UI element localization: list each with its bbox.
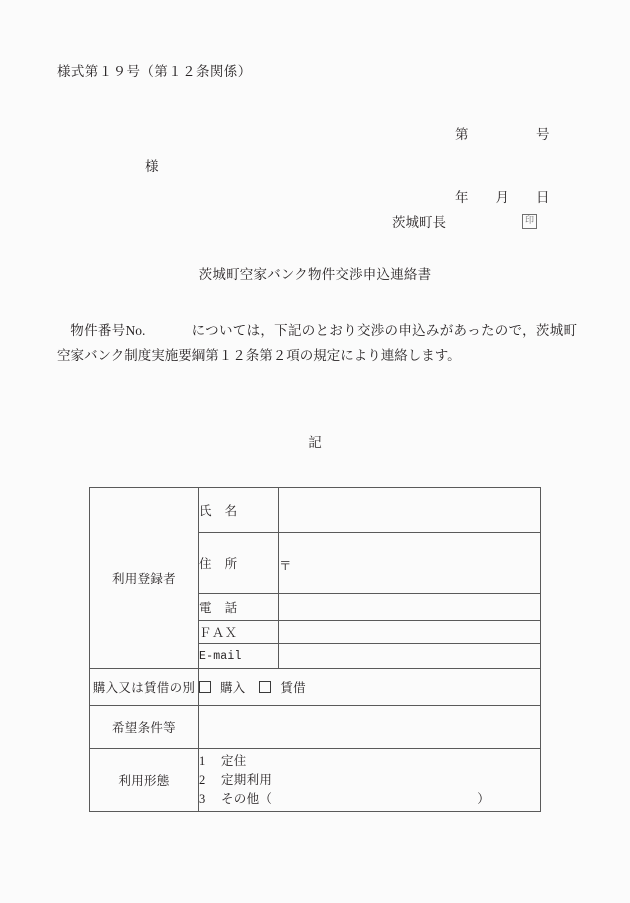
usage-option-3-label[interactable]: その他（	[221, 791, 273, 806]
document-number-line: 第 号	[455, 127, 550, 142]
table-row	[90, 669, 541, 706]
usage-option-2-label[interactable]: 定期利用	[221, 772, 273, 787]
purchase-or-lease-label: 購入又は賃借の別	[90, 669, 199, 706]
applicant-group-label: 利用登録者	[90, 488, 199, 669]
email-label: E-mail	[199, 644, 279, 669]
telephone-value[interactable]	[279, 594, 541, 621]
telephone-label: 電 話	[199, 594, 279, 621]
document-date-line: 年 月 日	[455, 190, 550, 205]
body-lead: 物件番号No.	[70, 323, 146, 338]
usage-option-1-label[interactable]: 定住	[221, 753, 247, 768]
address-value[interactable]	[279, 533, 541, 594]
usage-option-3-number: 3	[199, 791, 206, 806]
checkbox-purchase[interactable]	[199, 681, 211, 693]
desired-conditions-label: 希望条件等	[90, 706, 199, 749]
name-value[interactable]	[279, 488, 541, 533]
form-number: 様式第１９号（第１２条関係）	[57, 64, 252, 79]
issuer-name: 茨城町長	[392, 215, 446, 230]
addressee-honorific: 様	[145, 159, 159, 174]
checkbox-lease[interactable]	[259, 681, 271, 693]
usage-type-options	[199, 749, 541, 812]
application-form-table	[89, 487, 541, 812]
fax-label: ＦＡＸ	[199, 621, 279, 644]
issuer-line	[392, 211, 537, 231]
postal-code-icon: 〒	[279, 558, 292, 573]
lease-option-label: 賃借	[280, 681, 306, 695]
seal-icon: 印	[522, 214, 537, 229]
document-title: 茨城町空家バンク物件交渉申込連絡書	[198, 267, 432, 282]
fax-value[interactable]	[279, 621, 541, 644]
usage-option-1-number: 1	[199, 753, 206, 768]
desired-conditions-value[interactable]	[199, 706, 541, 749]
ki-mark: 記	[308, 435, 322, 450]
purchase-option-label: 購入	[220, 681, 246, 695]
purchase-or-lease-options	[199, 669, 541, 706]
usage-type-label: 利用形態	[90, 749, 199, 812]
address-label: 住 所	[199, 533, 279, 594]
email-value[interactable]	[279, 644, 541, 669]
table-row	[90, 706, 541, 749]
body-paragraph	[57, 318, 577, 368]
body-rest: については，下記のとおり交渉の申込みがあったので，茨城町空家バンク制度実施要綱第１２条第２項の規定により連絡します。	[57, 323, 577, 363]
table-row	[90, 749, 541, 812]
table-row	[90, 488, 541, 533]
name-label: 氏 名	[199, 488, 279, 533]
usage-option-2-number: 2	[199, 772, 206, 787]
usage-option-3-close-paren: ）	[477, 791, 491, 806]
